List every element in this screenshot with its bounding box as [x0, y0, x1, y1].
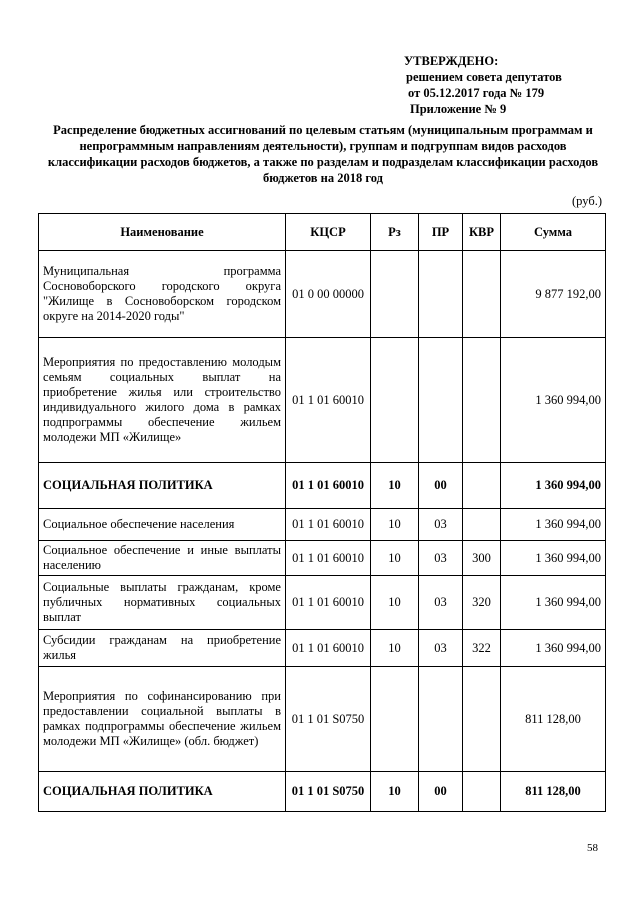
row-rz: 10 [371, 630, 419, 667]
row-rz: 10 [371, 541, 419, 576]
row-rz [371, 251, 419, 338]
row-pr: 03 [419, 630, 463, 667]
approval-block [404, 53, 562, 117]
row-name: Мероприятия по софинансированию при предоставлении социальной выплаты в рамках подпрограммы обеспечение жильем молодежи МП «Жилище» (обл. бюджет) [39, 667, 286, 772]
row-rz: 10 [371, 576, 419, 630]
header-sum: Сумма [501, 214, 606, 251]
row-kcsr: 01 1 01 60010 [286, 463, 371, 509]
row-kcsr: 01 1 01 60010 [286, 509, 371, 541]
approval-date: от 05.12.2017 года № 179 [408, 86, 545, 100]
row-kcsr: 01 1 01 S0750 [286, 772, 371, 812]
row-kvr: 320 [463, 576, 501, 630]
row-pr [419, 251, 463, 338]
row-kcsr: 01 1 01 60010 [286, 338, 371, 463]
row-name: Социальное обеспечение и иные выплаты населению [39, 541, 286, 576]
row-kvr [463, 463, 501, 509]
header-name: Наименование [39, 214, 286, 251]
approval-heading: УТВЕРЖДЕНО: [404, 54, 499, 68]
table-row [39, 576, 606, 630]
row-name: Мероприятия по предоставлению молодым семьям социальных выплат на приобретение жилья или строительство индивидуального жилого дома в рамках подпрограммы обеспечение жильем молодежи МП «Жилище» [39, 338, 286, 463]
row-kvr [463, 509, 501, 541]
appendix-number: Приложение № 9 [410, 102, 507, 116]
row-kvr [463, 251, 501, 338]
row-pr: 03 [419, 541, 463, 576]
header-pr: ПР [419, 214, 463, 251]
row-sum: 1 360 994,00 [501, 509, 606, 541]
row-kvr: 322 [463, 630, 501, 667]
row-sum: 9 877 192,00 [501, 251, 606, 338]
row-kvr: 300 [463, 541, 501, 576]
row-name: Социальные выплаты гражданам, кроме публичных нормативных социальных выплат [39, 576, 286, 630]
table-row [39, 772, 606, 812]
row-kcsr: 01 1 01 60010 [286, 630, 371, 667]
row-pr: 03 [419, 576, 463, 630]
row-name: Субсидии гражданам на приобретение жилья [39, 630, 286, 667]
row-kvr [463, 338, 501, 463]
document-title: Распределение бюджетных ассигнований по целевым статьям (муниципальным программам и непрограммным направлениям деятельности), группам и подгруппам видов расходов классификации расходов бюджетов, а также по разделам и подразделам классификации расходов бюджетов на 2018 год [47, 123, 599, 185]
table-row [39, 509, 606, 541]
table-row [39, 463, 606, 509]
row-rz: 10 [371, 509, 419, 541]
table-header-row [39, 214, 606, 251]
row-rz: 10 [371, 772, 419, 812]
row-sum: 1 360 994,00 [501, 463, 606, 509]
currency-unit: (руб.) [572, 194, 602, 208]
row-kcsr: 01 1 01 60010 [286, 541, 371, 576]
row-name: СОЦИАЛЬНАЯ ПОЛИТИКА [39, 463, 286, 509]
row-kcsr: 01 1 01 S0750 [286, 667, 371, 772]
row-name: Социальное обеспечение населения [39, 509, 286, 541]
table-row [39, 251, 606, 338]
row-sum: 1 360 994,00 [501, 630, 606, 667]
row-pr: 00 [419, 463, 463, 509]
row-sum: 811 128,00 [501, 667, 606, 772]
row-kcsr: 01 1 01 60010 [286, 576, 371, 630]
table-row [39, 338, 606, 463]
budget-table [38, 213, 606, 812]
row-sum: 1 360 994,00 [501, 541, 606, 576]
header-kvr: КВР [463, 214, 501, 251]
row-kvr [463, 667, 501, 772]
row-rz [371, 667, 419, 772]
page-number: 58 [587, 842, 598, 854]
header-rz: Рз [371, 214, 419, 251]
approval-decision: решением совета депутатов [406, 70, 562, 84]
row-kvr [463, 772, 501, 812]
row-rz: 10 [371, 463, 419, 509]
table-row [39, 541, 606, 576]
row-pr: 00 [419, 772, 463, 812]
table-row [39, 630, 606, 667]
header-kcsr: КЦСР [286, 214, 371, 251]
row-pr: 03 [419, 509, 463, 541]
row-kcsr: 01 0 00 00000 [286, 251, 371, 338]
row-name: СОЦИАЛЬНАЯ ПОЛИТИКА [39, 772, 286, 812]
row-pr [419, 338, 463, 463]
row-pr [419, 667, 463, 772]
row-sum: 1 360 994,00 [501, 338, 606, 463]
row-name: Муниципальная программа Сосновоборского городского округа "Жилище в Сосновоборском городском округе на 2014-2020 годы" [39, 251, 286, 338]
row-sum: 811 128,00 [501, 772, 606, 812]
table-row [39, 667, 606, 772]
row-rz [371, 338, 419, 463]
row-sum: 1 360 994,00 [501, 576, 606, 630]
